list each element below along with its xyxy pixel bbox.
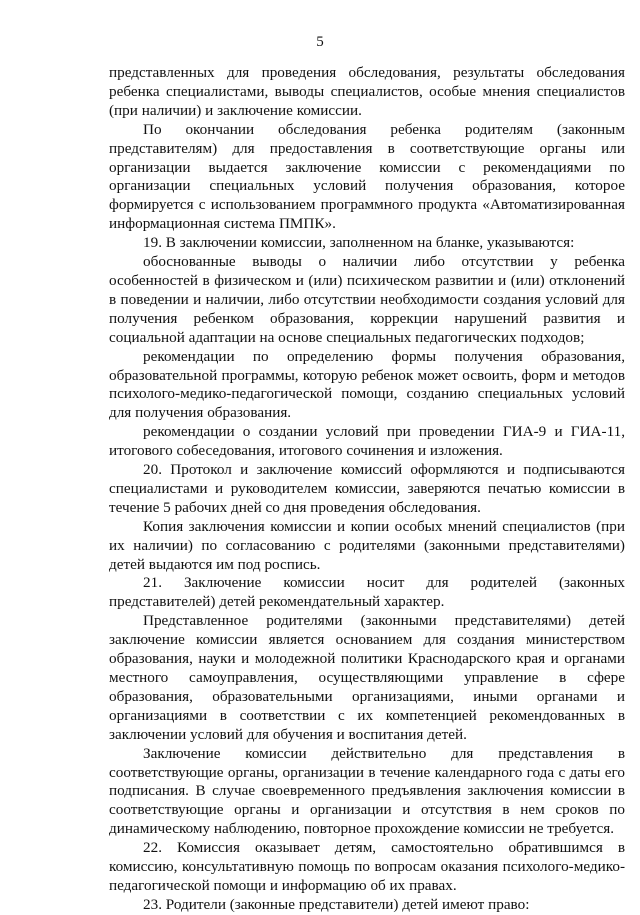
paragraph-item-21: 21. Заключение комиссии носит для родителей (законных представителей) детей рекомендательный характер. — [109, 574, 625, 611]
paragraph-item-22: 22. Комиссия оказывает детям, самостоятельно обратившимся в комиссию, консультативную помощь по вопросам оказания психолого-медико-педагогической помощи и информацию об их правах. — [109, 839, 625, 894]
paragraph-education-form-recommendations: рекомендации по определению формы получения образования, образовательной программы, которую ребенок может освоить, форм и методов психолого-медико-педагогической помощи, созданию специальных условий для получения образования. — [109, 347, 625, 422]
document-body — [109, 64, 625, 915]
paragraph-commission-conclusion-issue: По окончании обследования ребенка родителям (законным представителям) для предоставления в соответствующие органы или организации выдается заключение комиссии с рекомендациями по организации специальных условий получения образования, которое формируется с использованием программного продукта «Автоматизированная информационная система ПМПК». — [109, 120, 625, 233]
paragraph-continuation: представленных для проведения обследования, результаты обследования ребенка специалистами, выводы специалистов, особые мнения специалистов (при наличии) и заключение комиссии. — [109, 64, 625, 119]
paragraph-item-23: 23. Родители (законные представители) детей имеют право: — [143, 895, 530, 913]
paragraph-item-20: 20. Протокол и заключение комиссий оформляются и подписываются специалистами и руководителем комиссии, заверяются печатью комиссии в течение 5 рабочих дней со дня проведения обследования. — [109, 461, 625, 516]
paragraph-justified-conclusions: обоснованные выводы о наличии либо отсутствии у ребенка особенностей в физическом и (или) психическом развитии и (или) отклонений в поведении и наличии, либо отсутствии необходимости создания условий для получения ребенком образования, коррекции нарушений развития и социальной адаптации на основе специальных педагогических подходов; — [109, 253, 625, 346]
paragraph-exam-conditions-recommendations: рекомендации о создании условий при проведении ГИА-9 и ГИА-11, итогового собеседования, итогового сочинения и изложения. — [109, 423, 625, 460]
paragraph-item-19: 19. В заключении комиссии, заполненном на бланке, указываются: — [143, 234, 575, 252]
page-number: 5 — [316, 34, 324, 50]
paragraph-copy-of-conclusion: Копия заключения комиссии и копии особых мнений специалистов (при их наличии) по согласованию с родителями (законными представителями) детей выдаются им под роспись. — [109, 517, 625, 573]
paragraph-conclusion-as-basis: Представленное родителями (законными представителями) детей заключение комиссии является основанием для создания министерством образования, науки и молодежной политики Краснодарского края и органами местного самоуправления, осуществляющими управление в сфере образования, образовательными организациями, иными органами и организациями в соответствии с их компетенцией рекомендованных в заключении условий для обучения и воспитания детей. — [109, 612, 625, 743]
paragraph-conclusion-validity: Заключение комиссии действительно для представления в соответствующие органы, организации в течение календарного года с даты его подписания. В случае своевременного предъявления заключения комиссии в соответствующие органы и организации и отсутствия в нем сроков по динамическому наблюдению, повторное прохождение комиссии не требуется. — [109, 744, 625, 838]
